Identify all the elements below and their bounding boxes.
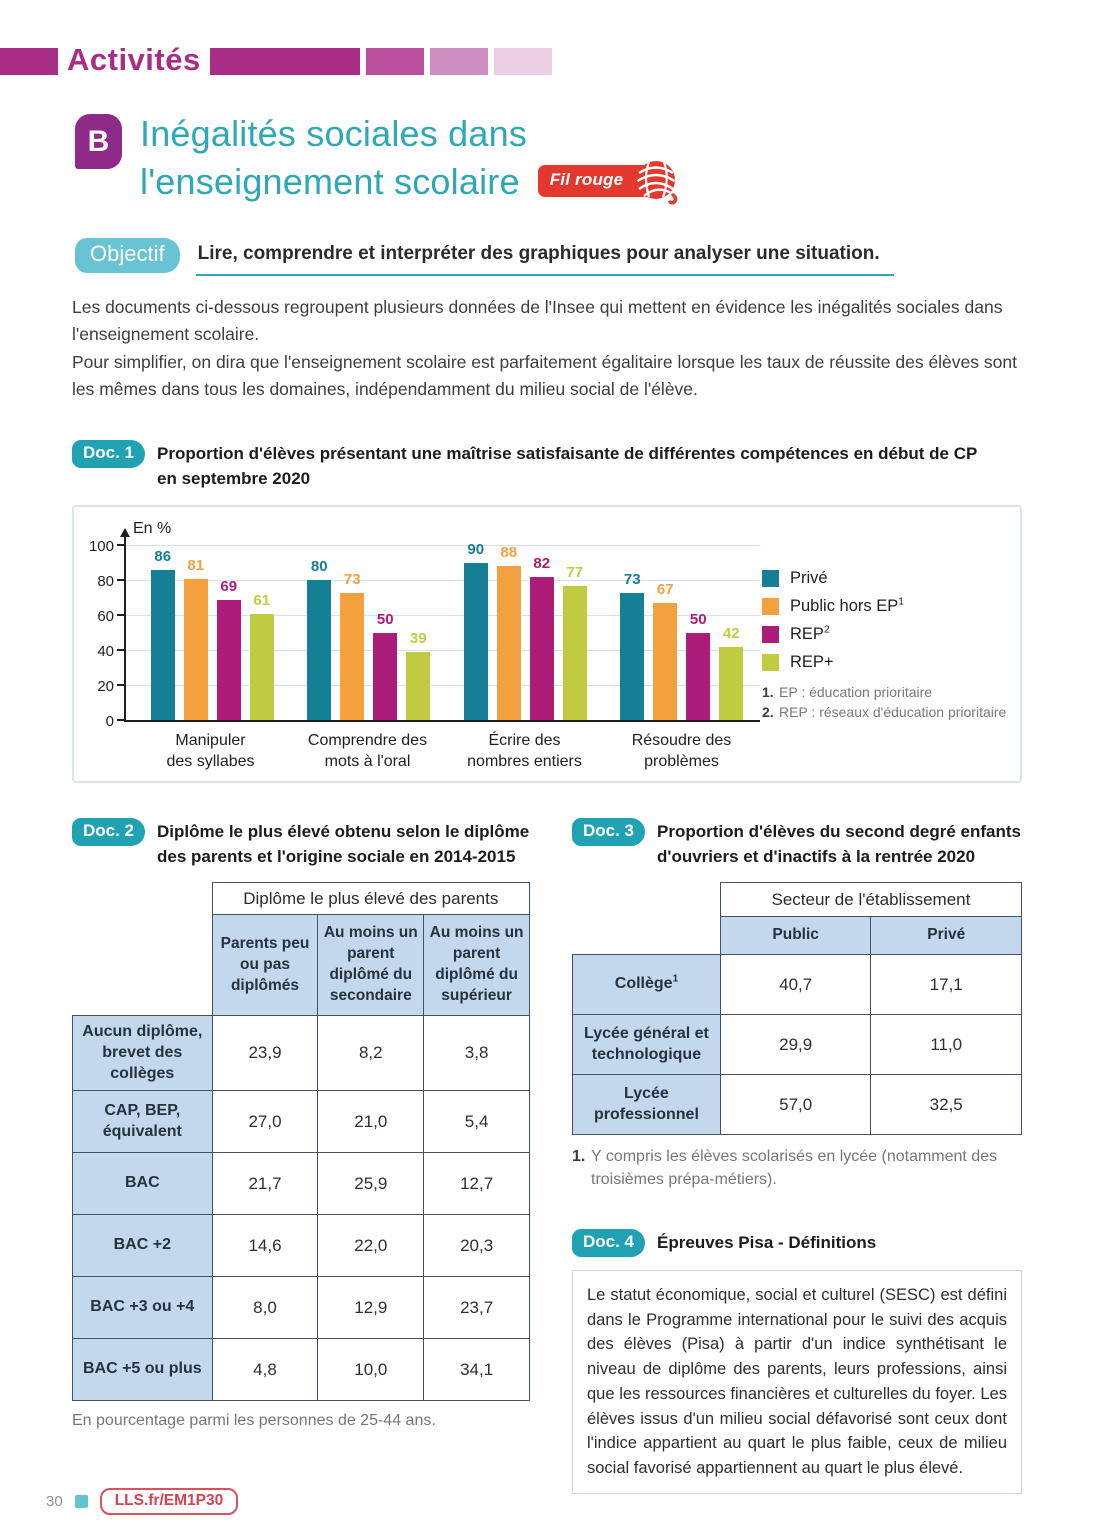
bar-value-label: 73 <box>343 570 361 588</box>
legend-label: Public hors $EP^1$ <box>790 596 904 616</box>
y-axis-tick-label: 80 <box>97 573 114 591</box>
bar-wrapper <box>620 570 644 721</box>
legend-items <box>762 569 1028 672</box>
fil-rouge-label: Fil rouge <box>549 170 624 190</box>
bar <box>340 593 364 721</box>
page-footer <box>46 1488 238 1515</box>
bar-wrapper <box>151 547 175 721</box>
documents-columns <box>72 818 1022 1494</box>
doc4-title: Épreuves Pisa - Définitions <box>657 1232 877 1252</box>
intro-paragraph-2: Pour simplifier, on dira que l'enseignement scolaire est parfaitement égalitaire lorsque les taux de réussite des élèves sont les mêmes dans tous les domaines, indépendamment du milieu social de l'élève. <box>72 352 1017 400</box>
objectif-badge: Objectif <box>75 238 180 273</box>
table-value-cell: 25,9 <box>318 1153 424 1215</box>
doc2-badge: Doc. 2 <box>72 818 145 846</box>
doc1-title: Proportion d'élèves présentant une maîtrise satisfaisante de différentes compétences en début de CP en septembre 2020 <box>157 444 978 488</box>
table-value-cell: 40,7 <box>720 955 871 1015</box>
table-value-cell: 17,1 <box>871 955 1022 1015</box>
table-row-label: Lycée général et technologique <box>573 1015 721 1075</box>
yarn-ball-icon <box>635 159 681 213</box>
doc1-header <box>72 440 1022 491</box>
doc4-header <box>572 1229 1022 1257</box>
table-column-header: Parents peu ou pas diplômés <box>212 915 318 1016</box>
table-column-header: Au moins un parent diplômé du supérieur <box>424 915 530 1016</box>
bar-wrapper <box>406 630 430 720</box>
y-axis-tick-label: 0 <box>105 713 114 731</box>
bar-value-label: 86 <box>154 547 172 565</box>
table-value-cell: 20,3 <box>424 1215 530 1277</box>
table-group-header: Secteur de l'établissement <box>720 883 1021 917</box>
table-row-label: Lycée professionnel <box>573 1075 721 1135</box>
bar-value-label: 77 <box>566 563 584 581</box>
objectif-row <box>75 238 894 276</box>
page-header-label: Activités <box>67 41 201 77</box>
doc3-footnote-text: Y compris les élèves scolarisés en lycée (notamment des troisièmes prépa-métiers). <box>591 1148 998 1188</box>
bar-wrapper <box>653 581 677 720</box>
table-row <box>73 1339 530 1401</box>
bar-value-label: 82 <box>533 554 551 572</box>
bar-group <box>291 558 448 720</box>
chart-footnotes <box>762 683 1028 722</box>
bar-value-label: 61 <box>253 591 271 609</box>
doc2-section <box>72 818 530 1430</box>
bar-value-label: 81 <box>187 556 205 574</box>
legend-label: REP$^2$ <box>790 624 830 644</box>
doc3-table-container <box>572 882 1022 1135</box>
x-axis-category-label: Écrire des nombres entiers <box>467 732 582 771</box>
doc4-text-box <box>572 1270 1022 1494</box>
page-title-line1: Inégalités sociales dans <box>140 113 528 154</box>
table-value-cell: 14,6 <box>212 1215 318 1277</box>
bar-groups <box>126 540 760 720</box>
table-column-header: Privé <box>871 917 1022 955</box>
y-axis-arrow-icon <box>120 523 130 537</box>
doc1-chart <box>72 505 1022 783</box>
bar <box>563 586 587 721</box>
table-row <box>73 1091 530 1153</box>
bar <box>250 614 274 721</box>
banner-square-1 <box>366 48 424 75</box>
table-value-cell: 23,7 <box>424 1277 530 1339</box>
table-row-label: CAP, BEP, équivalent <box>73 1091 213 1153</box>
bar-wrapper <box>373 610 397 721</box>
table-row <box>73 1277 530 1339</box>
bar-wrapper <box>307 558 331 720</box>
y-axis-tick-label: 40 <box>97 643 114 661</box>
table-row <box>73 1153 530 1215</box>
table-value-cell: 3,8 <box>424 1015 530 1090</box>
y-axis-tick <box>117 579 126 581</box>
legend-item <box>762 569 1028 588</box>
doc1-badge: Doc. 1 <box>72 440 145 468</box>
page-title <box>140 110 657 205</box>
table-row-label: BAC +3 ou +4 <box>73 1277 213 1339</box>
table-blank-cell <box>73 915 213 1016</box>
y-axis-tick-label: 20 <box>97 678 114 696</box>
bar-wrapper <box>563 563 587 721</box>
table-blank-cell <box>73 883 213 915</box>
x-axis-category-label: Manipuler des syllabes <box>166 732 255 771</box>
chart-footnote-number: 2. <box>762 703 774 720</box>
banner-square-2 <box>430 48 488 75</box>
table-row-label: Aucun diplôme, brevet des collèges <box>73 1015 213 1090</box>
y-axis-tick <box>117 544 126 546</box>
table-group-header-row <box>73 883 530 915</box>
doc2-title: Diplôme le plus élevé obtenu selon le diplôme des parents et l'origine sociale en 2014-2015 <box>157 822 530 866</box>
bar <box>151 570 175 721</box>
table-value-cell: 4,8 <box>212 1339 318 1401</box>
bar-wrapper <box>340 570 364 721</box>
bar-value-label: 67 <box>656 581 674 599</box>
table-value-cell: 10,0 <box>318 1339 424 1401</box>
legend-swatch-icon <box>762 570 779 587</box>
table-value-cell: 12,9 <box>318 1277 424 1339</box>
bar <box>653 603 677 720</box>
x-axis-category-label: Comprendre des mots à l'oral <box>307 732 428 771</box>
chart-footnote-number: 1. <box>762 684 774 701</box>
bar <box>217 600 241 721</box>
doc4-body-text: Le statut économique, social et culturel (SESC) est défini dans le Programme international pour le suivi des acquis des élèves (Pisa) à partir d'un indice synthétisant le niveau de diplôme des parents, leurs professions, ainsi que les ressources financières et culturelles du foyer. Les élèves issus d'un milieu social défavorisé sont ceux dont l'indice appartient au quart le plus faible, ceux de milieu social favorisé appartiennent au quart le plus élevé. <box>587 1285 1007 1478</box>
table-row-label: BAC +5 ou plus <box>73 1339 213 1401</box>
doc3-header <box>572 818 1022 869</box>
bar-value-label: 90 <box>467 540 485 558</box>
legend-swatch-icon <box>762 598 779 615</box>
table-column-header-row <box>73 915 530 1016</box>
table-value-cell: 22,0 <box>318 1215 424 1277</box>
bar-wrapper <box>464 540 488 721</box>
bar-value-label: 39 <box>409 630 427 648</box>
bar <box>184 579 208 721</box>
table-value-cell: 29,9 <box>720 1015 871 1075</box>
bar <box>719 647 743 721</box>
bar-value-label: 80 <box>310 558 328 576</box>
bar <box>373 633 397 721</box>
bar <box>686 633 710 721</box>
doc3-section <box>572 818 1022 1191</box>
table-blank-cell <box>573 883 721 917</box>
y-axis-tick <box>117 684 126 686</box>
bar <box>497 566 521 720</box>
table-column-header: Au moins un parent diplômé du secondaire <box>318 915 424 1016</box>
page-title-line2: l'enseignement scolaire <box>140 160 520 202</box>
doc3-badge: Doc. 3 <box>572 818 645 846</box>
right-column <box>572 818 1022 1494</box>
doc2-table-container <box>72 882 530 1401</box>
y-axis-unit-label: En % <box>133 520 172 538</box>
objectif-text: Lire, comprendre et interpréter des graphiques pour analyser une situation. <box>196 238 894 276</box>
bar <box>530 577 554 721</box>
legend-item <box>762 597 1028 616</box>
doc3-table <box>572 882 1022 1135</box>
banner-bar-left <box>0 48 58 75</box>
table-column-header-row <box>573 917 1022 955</box>
gridline <box>126 545 760 547</box>
table-value-cell: 12,7 <box>424 1153 530 1215</box>
table-value-cell: 23,9 <box>212 1015 318 1090</box>
intro-paragraph-1: Les documents ci-dessous regroupent plusieurs données de l'Insee qui mettent en évidence les inégalités sociales dans l'enseignement scolaire. <box>72 297 1003 345</box>
section-letter-badge: B <box>75 114 122 169</box>
table-value-cell: 8,0 <box>212 1277 318 1339</box>
legend-item <box>762 625 1028 644</box>
bar-value-label: 50 <box>376 610 394 628</box>
bar-group <box>447 540 604 721</box>
page-number: 30 <box>46 1493 63 1510</box>
bar-value-label: 73 <box>623 570 641 588</box>
chart-plot <box>88 520 760 731</box>
bar <box>620 593 644 721</box>
chart-footnote: 1. EP : éducation prioritaire <box>762 683 1028 703</box>
bar-value-label: 88 <box>500 544 518 562</box>
table-row <box>73 1015 530 1090</box>
bar-wrapper <box>530 554 554 721</box>
table-value-cell: 32,5 <box>871 1075 1022 1135</box>
bar-value-label: 69 <box>220 577 238 595</box>
chart-footnote: 2. REP : réseaux d'éducation prioritaire <box>762 703 1028 723</box>
chart-categories <box>124 731 760 773</box>
table-value-cell: 57,0 <box>720 1075 871 1135</box>
bar-wrapper <box>686 610 710 721</box>
y-axis-tick <box>117 649 126 651</box>
table-row <box>573 1015 1022 1075</box>
table-value-cell: 21,0 <box>318 1091 424 1153</box>
table-value-cell: 11,0 <box>871 1015 1022 1075</box>
table-value-cell: 5,4 <box>424 1091 530 1153</box>
doc2-caption: En pourcentage parmi les personnes de 25-44 ans. <box>72 1412 436 1430</box>
bar-wrapper <box>250 591 274 721</box>
doc3-footnote-number: 1. <box>572 1148 586 1166</box>
table-value-cell: 21,7 <box>212 1153 318 1215</box>
fil-rouge-badge <box>538 165 658 197</box>
bar-wrapper <box>497 544 521 720</box>
bar <box>406 652 430 720</box>
legend-swatch-icon <box>762 626 779 643</box>
bar-wrapper <box>184 556 208 721</box>
chart-legend <box>762 569 1028 722</box>
doc3-footnote <box>572 1146 1022 1191</box>
table-group-header-row <box>573 883 1022 917</box>
doc2-table <box>72 882 530 1401</box>
table-value-cell: 8,2 <box>318 1015 424 1090</box>
table-value-cell: 34,1 <box>424 1339 530 1401</box>
footer-square-icon <box>75 1495 88 1508</box>
y-axis-tick-label: 60 <box>97 608 114 626</box>
y-axis-tick-label: 100 <box>88 538 114 556</box>
y-axis-tick <box>117 719 126 721</box>
bar <box>464 563 488 721</box>
table-row <box>573 955 1022 1015</box>
top-banner <box>0 41 552 77</box>
doc2-header <box>72 818 530 869</box>
legend-item <box>762 653 1028 672</box>
bar-group <box>604 570 761 721</box>
doc4-badge: Doc. 4 <box>572 1229 645 1257</box>
bar-value-label: 42 <box>722 624 740 642</box>
table-row-label: Collège$^1$ <box>573 955 721 1015</box>
x-axis-category-label: Résoudre des problèmes <box>631 732 732 771</box>
table-row <box>573 1075 1022 1135</box>
legend-swatch-icon <box>762 654 779 671</box>
doc4-section <box>572 1229 1022 1494</box>
table-group-header: Diplôme le plus élevé des parents <box>212 883 529 915</box>
banner-bar-long <box>210 48 360 75</box>
bar-wrapper <box>217 577 241 721</box>
footer-link[interactable]: LLS.fr/EM1P30 <box>100 1488 239 1515</box>
section-title-block <box>75 110 657 205</box>
bar <box>307 580 331 720</box>
table-row-label: BAC <box>73 1153 213 1215</box>
table-row-label: BAC +2 <box>73 1215 213 1277</box>
banner-square-3 <box>494 48 552 75</box>
legend-label: REP+ <box>790 653 834 672</box>
table-blank-cell <box>573 917 721 955</box>
legend-label: Privé <box>790 569 828 588</box>
bar-group <box>134 547 291 721</box>
doc1-section <box>72 440 1022 783</box>
table-value-cell: 27,0 <box>212 1091 318 1153</box>
bar-wrapper <box>719 624 743 721</box>
table-row <box>73 1215 530 1277</box>
bar-value-label: 50 <box>689 610 707 628</box>
doc3-title: Proportion d'élèves du second degré enfants d'ouvriers et d'inactifs à la rentrée 2020 <box>657 822 1021 866</box>
y-axis-tick <box>117 614 126 616</box>
table-column-header: Public <box>720 917 871 955</box>
